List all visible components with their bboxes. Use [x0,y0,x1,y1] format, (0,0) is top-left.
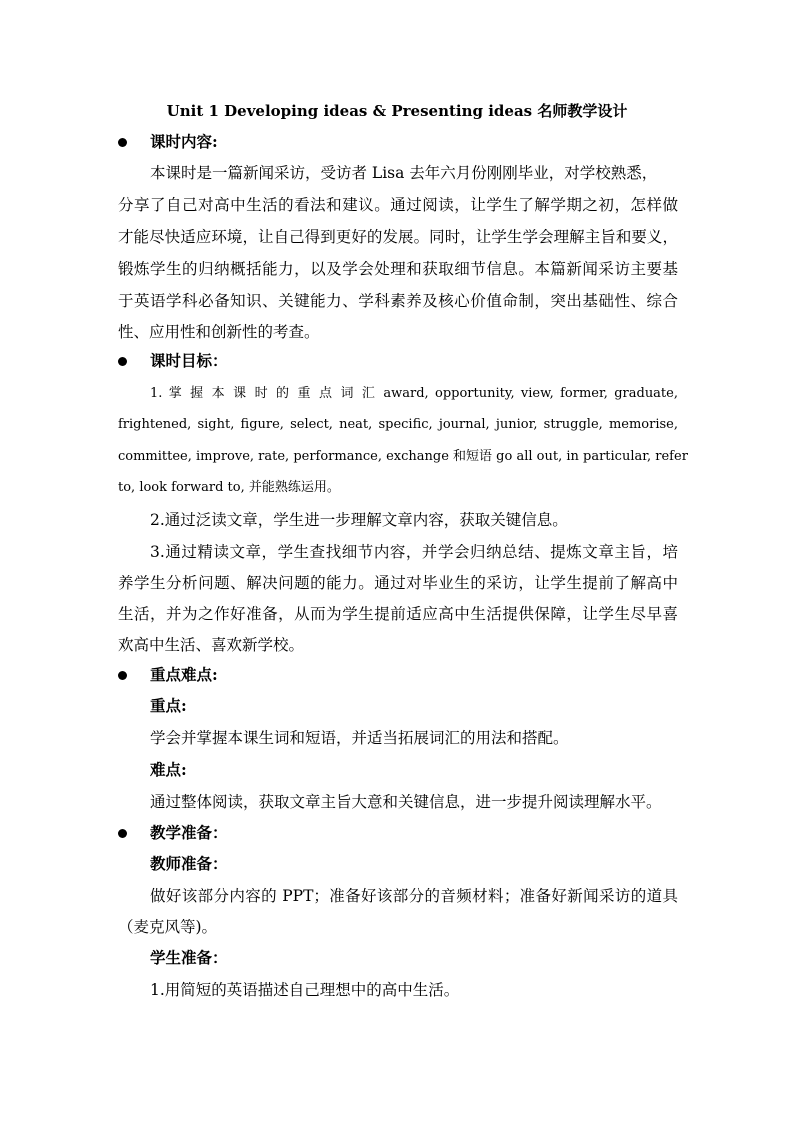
difficulty-label: 难点: [150,760,187,779]
bullet-icon [118,138,127,147]
paragraph-line: 3.通过精读文章，学生查找细节内容，并学会归纳总结、提炼文章主旨，培 [150,543,678,561]
section-heading-preparation: 教学准备： [150,823,228,842]
paragraph-line: 1.用简短的英语描述自己理想中的高中生活。 [150,981,460,999]
focus-text: 学会并掌握本课生词和短语，并适当拓展词汇的用法和搭配。 [150,729,569,747]
paragraph-line: 生活，并为之作好准备，从而为学生提前适应高中生活提供保障，让学生尽早喜 [118,605,678,623]
paragraph-line: 才能尽快适应环境，让自己得到更好的发展。同时，让学生学会理解主旨和要义， [118,228,678,246]
focus-label: 重点: [150,696,187,715]
paragraph-line: 锻炼学生的归纳概括能力，以及学会处理和获取细节信息。本篇新闻采访主要基 [118,260,678,278]
section-heading-objectives: 课时目标： [150,351,228,370]
paragraph-line: 欢高中生活、喜欢新学校。 [118,636,305,654]
paragraph-line: （麦克风等)。 [118,918,218,936]
paragraph-line: 做好该部分内容的 PPT；准备好该部分的音频材料；准备好新闻采访的道具 [150,887,678,905]
paragraph-line: 1. 掌 握 本 课 时 的 重 点 词 汇 award, opportunity, view, former, graduate, [150,386,678,401]
difficulty-text: 通过整体阅读，获取文章主旨大意和关键信息，进一步提升阅读理解水平。 [150,793,662,811]
paragraph-line: 2.通过泛读文章，学生进一步理解文章内容，获取关键信息。 [150,511,568,529]
page-title: Unit 1 Developing ideas & Presenting ideas 名师教学设计 [166,102,628,120]
paragraph-line: frightened, sight, figure, select, neat, specific, journal, junior, struggle, memorise, [118,417,678,432]
paragraph-line: to, look forward to, 并能熟练运用。 [118,480,340,495]
bullet-icon [118,829,127,838]
paragraph-line: committee, improve, rate, performance, exchange 和短语 go all out, in particular, refer [118,449,688,464]
bullet-icon [118,357,127,366]
bullet-icon [118,671,127,680]
paragraph-line: 分享了自己对高中生活的看法和建议。通过阅读，让学生了解学期之初，怎样做 [118,196,678,214]
student-prep-label: 学生准备： [150,948,228,967]
section-heading-key-points: 重点难点: [150,665,218,684]
paragraph-line: 于英语学科必备知识、关键能力、学科素养及核心价值命制，突出基础性、综合 [118,292,678,310]
teacher-prep-label: 教师准备： [150,854,228,873]
section-heading-content: 课时内容: [150,132,218,151]
paragraph-line: 本课时是一篇新闻采访，受访者 Lisa 去年六月份刚刚毕业，对学校熟悉， [150,164,658,182]
paragraph-line: 性、应用性和创新性的考查。 [118,323,320,341]
paragraph-line: 养学生分析问题、解决问题的能力。通过对毕业生的采访，让学生提前了解高中 [118,574,678,592]
